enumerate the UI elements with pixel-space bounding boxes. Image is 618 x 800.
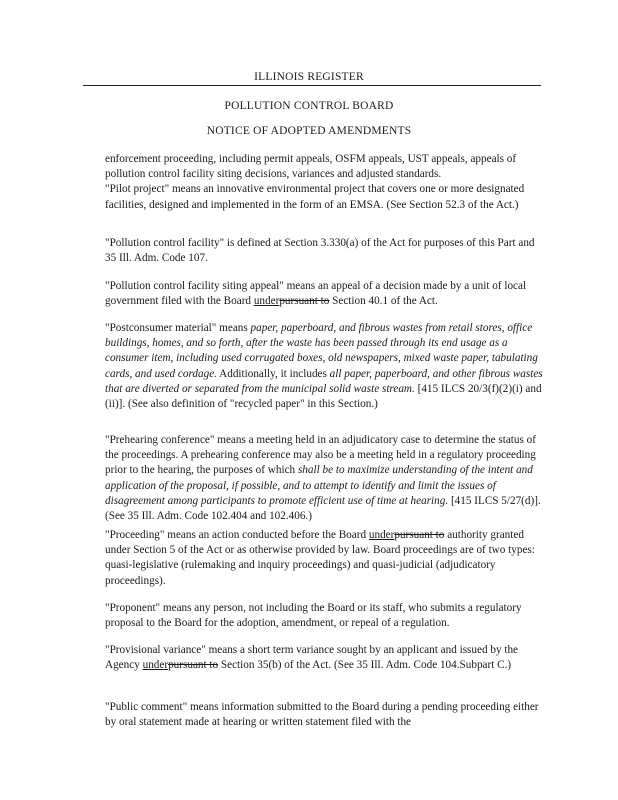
definition-prehearing-conference: "Prehearing conference" means a meeting held in an adjudicatory case to determine the status of the proceedings. A prehearing conference may also be a meeting held in a regulatory proceeding prior to the hearing, the purposes of which shall be to maximize understanding of the intent and application of the proposal, if possible, and to attempt to identify and limit the issues of disagreement among participants to promote efficient use of time at hearing. [415 ILCS 5/27(d)]. (See 35 Ill. Adm. Code 102.404 and 102.406.) — [105, 434, 541, 523]
register-title: ILLINOIS REGISTER — [254, 71, 364, 83]
definition-siting-appeal: "Pollution control facility siting appeal" means an appeal of a decision made by a unit of local government filed with the Board underpursuant to Section 40.1 of the Act. — [105, 280, 527, 308]
definition-provisional-variance: "Provisional variance" means a short term variance sought by an applicant and issued by the Agency underpursuant to Section 35(b) of the Act. (See 35 Ill. Adm. Code 104.Subpart C.) — [105, 644, 519, 672]
definition-postconsumer-material: "Postconsumer material" means paper, paperboard, and fibrous wastes from retail stores, office buildings, homes, and so forth, after the waste has been passed through its end usage as a consumer item, including used corrugated boxes, old newspapers, mixed waste paper, tabulating cards, and used cordage. Additionally, it includes all paper, paperboard, and other fibrous wastes that are diverted or separated from the municipal solid waste stream. [415 ILCS 20/3(f)(2)(i) and (ii)]. (See also definition of "recycled paper" in this Section.) — [105, 322, 543, 411]
definition-proponent: "Proponent" means any person, not including the Board or its staff, who submits a regulatory proposal to the Board for the adoption, amendment, or repeal of a regulation. — [105, 602, 522, 630]
definition-proceeding: "Proceeding" means an action conducted before the Board underpursuant to authority granted under Section 5 of the Act or as otherwise provided by law. Board proceedings are of two types: quasi-legislative (rulemaking and inquiry proceedings) and quasi-judicial (adjudicatory proceedings). — [105, 529, 535, 587]
header-rule — [83, 85, 541, 86]
board-title: POLLUTION CONTROL BOARD — [224, 100, 394, 112]
definition-public-comment: "Public comment" means information submitted to the Board during a pending proceeding either by oral statement made at hearing or written statement filed with the — [105, 701, 539, 729]
paragraph-continuation: enforcement proceeding, including permit appeals, OSFM appeals, UST appeals, appeals of pollution control facility siting decisions, variances and adjusted standards. "Pilot project" means an innovative environmental project that covers one or more designated facilities, designed and implemented in the form of an EMSA. (See Section 52.3 of the Act.) — [105, 153, 525, 211]
notice-title: NOTICE OF ADOPTED AMENDMENTS — [206, 125, 412, 137]
definition-pollution-control-facility: "Pollution control facility" is defined at Section 3.330(a) of the Act for purposes of this Part and 35 Ill. Adm. Code 107. — [105, 237, 535, 265]
